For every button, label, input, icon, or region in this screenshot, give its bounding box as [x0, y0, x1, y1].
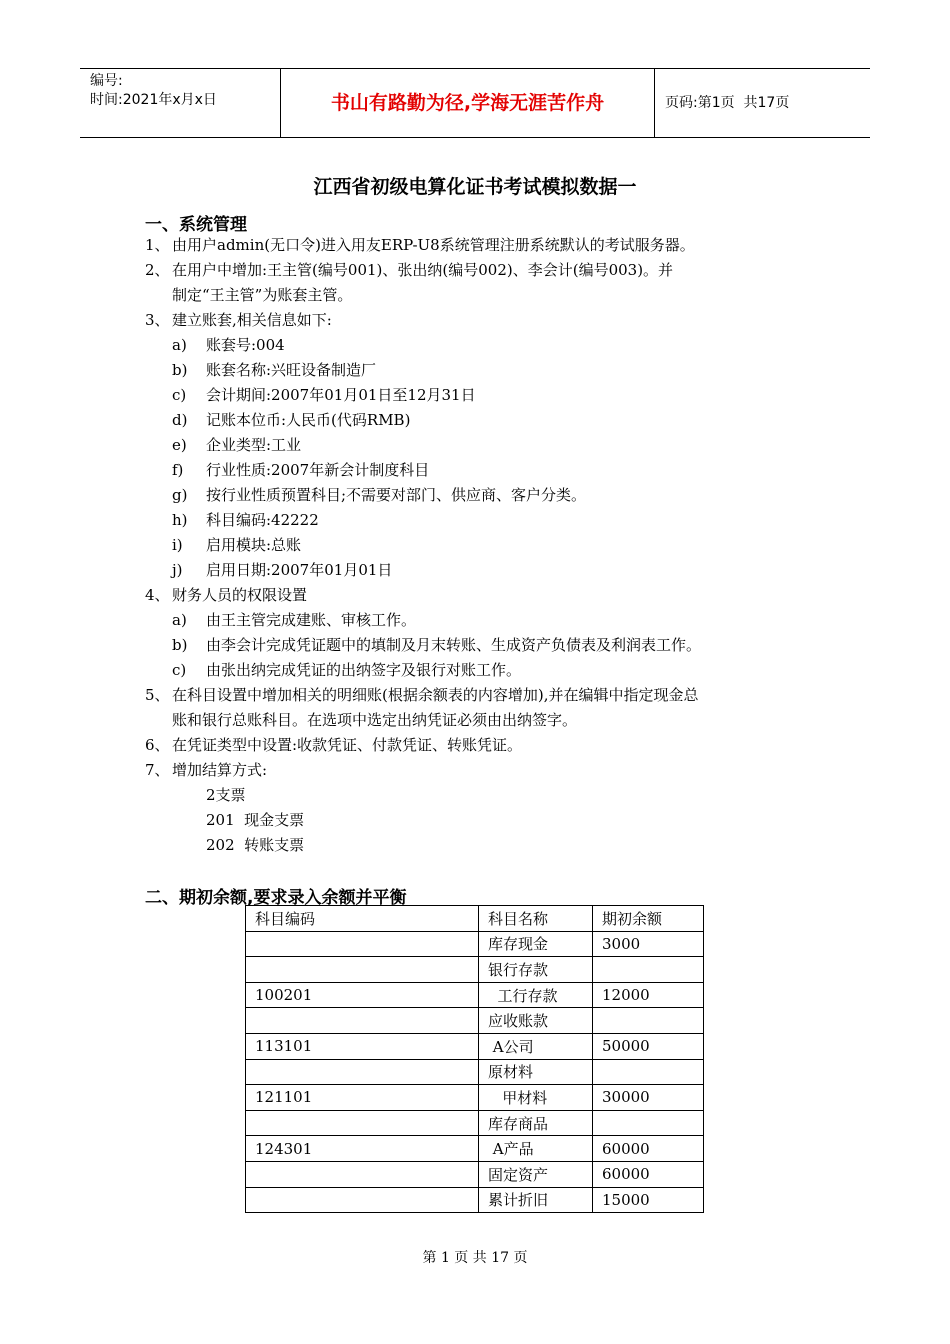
list-marker: a)	[172, 336, 187, 354]
item-number: 5、	[145, 686, 170, 704]
account-code-cell: 124301	[246, 1136, 479, 1162]
opening-balance-table	[245, 905, 704, 1213]
list-marker: c)	[172, 661, 187, 679]
balance-cell	[593, 1110, 704, 1136]
item-number: 2、	[145, 261, 170, 279]
list-marker: b)	[172, 361, 188, 379]
account-name-cell: 工行存款	[479, 982, 593, 1008]
time-label: 时间:2021年x月x日	[90, 92, 217, 108]
list-item: 由王主管完成建账、审核工作。	[206, 611, 417, 629]
account-code-cell	[246, 1187, 479, 1213]
page-footer: 第 1 页 共 17 页	[422, 1250, 528, 1266]
column-header: 科目名称	[479, 906, 593, 932]
table-row	[246, 1059, 704, 1085]
item-text: 由用户admin(无口令)进入用友ERP-U8系统管理注册系统默认的考试服务器。	[172, 236, 695, 254]
header-motto-cell	[281, 69, 655, 137]
list-item: 账套号:004	[206, 336, 285, 354]
list-item: 由张出纳完成凭证的出纳签字及银行对账工作。	[206, 661, 522, 679]
account-code-cell	[246, 957, 479, 983]
balance-cell: 60000	[593, 1161, 704, 1187]
number-label: 编号:	[90, 73, 123, 89]
settlement-method: 2支票	[206, 786, 246, 804]
list-item: 按行业性质预置科目;不需要对部门、供应商、客户分类。	[206, 486, 587, 504]
document-title: 江西省初级电算化证书考试模拟数据一	[313, 176, 637, 198]
account-code-cell: 121101	[246, 1085, 479, 1111]
list-marker: j)	[172, 561, 183, 579]
list-marker: d)	[172, 411, 188, 429]
list-item: 启用模块:总账	[206, 536, 302, 554]
account-name-cell: 库存商品	[479, 1110, 593, 1136]
balance-cell: 12000	[593, 982, 704, 1008]
item-text: 建立账套,相关信息如下:	[172, 311, 332, 329]
header-page-cell	[655, 69, 870, 137]
list-marker: c)	[172, 386, 187, 404]
settlement-method: 201 现金支票	[206, 811, 305, 829]
table-row	[246, 1161, 704, 1187]
list-item: 记账本位币:人民币(代码RMB)	[206, 411, 411, 429]
account-name-cell: 甲材料	[479, 1085, 593, 1111]
item-text: 制定“王主管”为账套主管。	[172, 286, 353, 304]
table-row	[246, 1008, 704, 1034]
account-code-cell: 100201	[246, 982, 479, 1008]
account-code-cell	[246, 1008, 479, 1034]
balance-cell	[593, 1059, 704, 1085]
list-marker: i)	[172, 536, 183, 554]
balance-cell: 15000	[593, 1187, 704, 1213]
list-marker: a)	[172, 611, 187, 629]
account-code-cell: 113101	[246, 1033, 479, 1059]
table-row	[246, 1136, 704, 1162]
item-text: 账和银行总账科目。在选项中选定出纳凭证必须由出纳签字。	[172, 711, 578, 729]
list-item: 会计期间:2007年01月01日至12月31日	[206, 386, 476, 404]
balance-cell: 60000	[593, 1136, 704, 1162]
page-header	[80, 68, 870, 138]
section-heading-system: 一、系统管理	[145, 215, 247, 235]
motto: 书山有路勤为径,学海无涯苦作舟	[330, 92, 605, 114]
item-number: 7、	[145, 761, 170, 779]
balance-cell: 50000	[593, 1033, 704, 1059]
account-code-cell	[246, 931, 479, 957]
account-name-cell: 银行存款	[479, 957, 593, 983]
account-name-cell: 固定资产	[479, 1161, 593, 1187]
table-row	[246, 957, 704, 983]
item-text: 增加结算方式:	[172, 761, 268, 779]
table-row	[246, 1187, 704, 1213]
account-name-cell: A产品	[479, 1136, 593, 1162]
page-info: 页码:第1页 共17页	[665, 95, 790, 111]
balance-cell	[593, 1008, 704, 1034]
item-text: 在用户中增加:王主管(编号001)、张出纳(编号002)、李会计(编号003)。并	[172, 261, 674, 279]
account-code-cell	[246, 1161, 479, 1187]
list-item: 企业类型:工业	[206, 436, 302, 454]
list-item: 行业性质:2007年新会计制度科目	[206, 461, 430, 479]
account-name-cell: 库存现金	[479, 931, 593, 957]
account-code-cell	[246, 1059, 479, 1085]
table-header-row	[246, 906, 704, 932]
list-marker: e)	[172, 436, 187, 454]
balance-cell: 30000	[593, 1085, 704, 1111]
item-text: 在凭证类型中设置:收款凭证、付款凭证、转账凭证。	[172, 736, 523, 754]
settlement-method: 202 转账支票	[206, 836, 305, 854]
header-meta-cell	[80, 69, 281, 137]
list-marker: b)	[172, 636, 188, 654]
item-text: 财务人员的权限设置	[172, 586, 308, 604]
table-row	[246, 931, 704, 957]
table-row	[246, 982, 704, 1008]
list-item: 科目编码:42222	[206, 511, 319, 529]
item-number: 1、	[145, 236, 170, 254]
column-header: 期初余额	[593, 906, 704, 932]
account-name-cell: 应收账款	[479, 1008, 593, 1034]
account-name-cell: A公司	[479, 1033, 593, 1059]
balance-cell: 3000	[593, 931, 704, 957]
list-marker: f)	[172, 461, 184, 479]
item-number: 3、	[145, 311, 170, 329]
account-name-cell: 累计折旧	[479, 1187, 593, 1213]
section-heading-balance: 二、期初余额,要求录入余额并平衡	[145, 888, 407, 908]
item-number: 4、	[145, 586, 170, 604]
account-code-cell	[246, 1110, 479, 1136]
column-header: 科目编码	[246, 906, 479, 932]
list-marker: h)	[172, 511, 188, 529]
list-item: 由李会计完成凭证题中的填制及月末转账、生成资产负债表及利润表工作。	[206, 636, 702, 654]
list-item: 账套名称:兴旺设备制造厂	[206, 361, 377, 379]
item-text: 在科目设置中增加相关的明细账(根据余额表的内容增加),并在编辑中指定现金总	[172, 686, 699, 704]
list-marker: g)	[172, 486, 188, 504]
table-row	[246, 1033, 704, 1059]
account-name-cell: 原材料	[479, 1059, 593, 1085]
table-row	[246, 1085, 704, 1111]
list-item: 启用日期:2007年01月01日	[206, 561, 393, 579]
balance-cell	[593, 957, 704, 983]
item-number: 6、	[145, 736, 170, 754]
table-row	[246, 1110, 704, 1136]
